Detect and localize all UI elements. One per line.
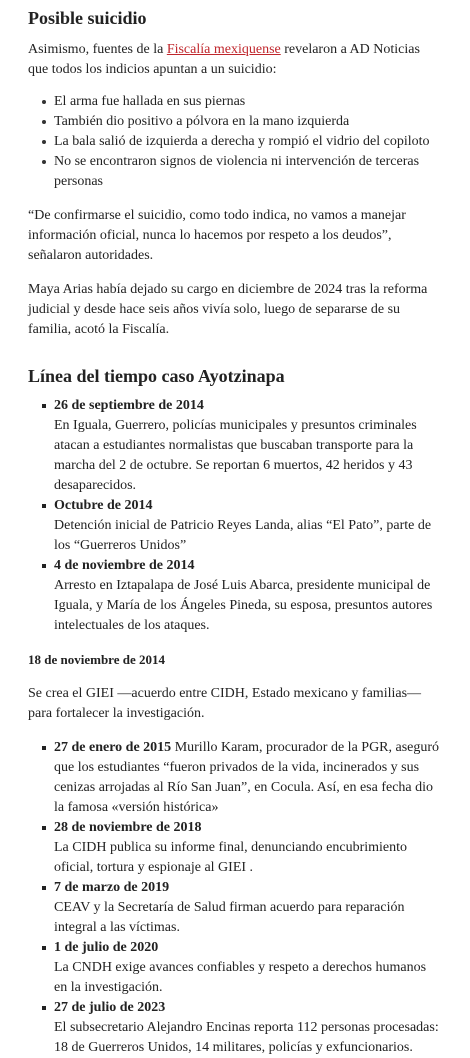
- timeline-date: 27 de julio de 2023: [54, 1000, 166, 1015]
- quote-paragraph: “De confirmarse el suicidio, como todo indica, no vamos a manejar información oficial, nunca lo hacemos por respeto a los deudos”, señalaron autoridades.: [28, 208, 406, 263]
- timeline-item: [42, 556, 442, 636]
- timeline-item: [42, 818, 442, 878]
- list-item: No se encontraron signos de violencia ni intervención de terceras personas: [42, 152, 442, 192]
- list-item: La bala salió de izquierda a derecha y rompió el vidrio del copiloto: [42, 132, 442, 152]
- timeline-item: [42, 496, 442, 556]
- timeline-list: [28, 396, 442, 636]
- timeline-text: Detención inicial de Patricio Reyes Landa, alias “El Pato”, parte de los “Guerreros Unidos”: [54, 518, 432, 553]
- timeline-text: Murillo Karam, procurador de la PGR, aseguró que los estudiantes “fueron privados de la vida, incinerados y sus cenizas arrojadas al Río San Juan”, en Cocula. Así, en esa fecha dio la famosa «versión histórica»: [54, 740, 440, 815]
- intro-text-after: revelaron a AD Noticias que todos los indicios apuntan a un suicidio:: [28, 42, 420, 77]
- timeline-text: El subsecretario Alejandro Encinas reporta 112 personas procesadas: 18 de Guerreros Unidos, 14 militares, policías y exfuncionarios.: [54, 1020, 439, 1055]
- timeline-date: 4 de noviembre de 2014: [54, 558, 195, 573]
- timeline-item: [42, 998, 442, 1058]
- standalone-date: 18 de noviembre de 2014: [28, 652, 165, 667]
- timeline-date: 26 de septiembre de 2014: [54, 398, 204, 413]
- timeline-date: 28 de noviembre de 2018: [54, 820, 202, 835]
- timeline-date: 27 de enero de 2015: [54, 740, 172, 755]
- section-heading-posible-suicidio: Posible suicidio: [28, 8, 147, 28]
- section-heading-timeline: Línea del tiempo caso Ayotzinapa: [28, 366, 285, 386]
- intro-text-before: Asimismo, fuentes de la: [28, 42, 167, 57]
- timeline-date: 1 de julio de 2020: [54, 940, 159, 955]
- timeline-text: La CNDH exige avances confiables y respeto a derechos humanos en la investigación.: [54, 960, 427, 995]
- timeline-item: [42, 396, 442, 496]
- evidence-list: [28, 92, 442, 192]
- timeline-date: 7 de marzo de 2019: [54, 880, 170, 895]
- timeline-text: En Iguala, Guerrero, policías municipales y presuntos criminales atacan a estudiantes normalistas que buscaban transporte para la marcha del 2 de octubre. Se reportan 6 muertos, 42 heridos y 43 desaparecidos.: [54, 418, 417, 493]
- body-paragraph: Maya Arias había dejado su cargo en diciembre de 2024 tras la reforma judicial y desde hace seis años vivía solo, luego de separarse de su familia, acotó la Fiscalía.: [28, 282, 428, 337]
- list-item: El arma fue hallada en sus piernas: [42, 92, 442, 112]
- timeline-item: [42, 738, 442, 818]
- timeline-text: CEAV y la Secretaría de Salud firman acuerdo para reparación integral a las víctimas.: [54, 900, 405, 935]
- timeline-list-continued: [28, 738, 442, 1058]
- timeline-text: La CIDH publica su informe final, denunciando encubrimiento oficial, tortura y espionaje al GIEI .: [54, 840, 408, 875]
- giei-paragraph: Se crea el GIEI —acuerdo entre CIDH, Estado mexicano y familias— para fortalecer la investigación.: [28, 686, 422, 721]
- timeline-item: [42, 938, 442, 998]
- timeline-item: [42, 878, 442, 938]
- fiscalia-link[interactable]: Fiscalía mexiquense: [166, 42, 281, 57]
- intro-paragraph: [28, 40, 442, 80]
- timeline-date: Octubre de 2014: [54, 498, 153, 513]
- timeline-text: Arresto en Iztapalapa de José Luis Abarca, presidente municipal de Iguala, y María de los Ángeles Pineda, su esposa, presuntos autores intelectuales de los ataques.: [54, 578, 433, 633]
- list-item: También dio positivo a pólvora en la mano izquierda: [42, 112, 442, 132]
